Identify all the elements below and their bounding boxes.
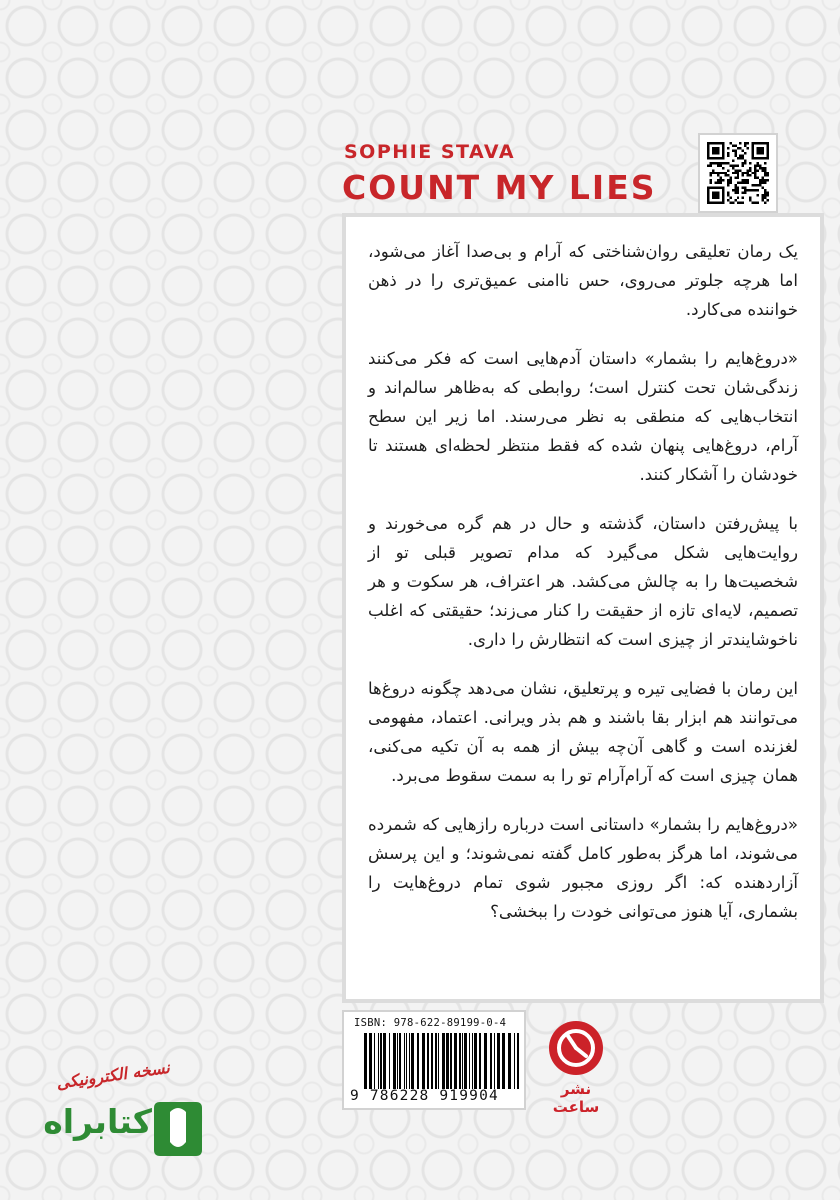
barcode-digits: 9 786228 919904 (350, 1088, 499, 1104)
ketabrah-name: کتابراه (43, 1102, 152, 1141)
blurb-paragraph-1: یک رمان تعلیقی روان‌شناختی که آرام و بی‌صدا آغاز می‌شود، اما هرچه جلوتر می‌روی، حس ناامنی عمیق‌تری را در ذهن خواننده می‌کارد. (368, 242, 798, 319)
author-name: SOPHIE STAVA (344, 141, 516, 163)
barcode (342, 1010, 526, 1110)
clock-icon (548, 1020, 604, 1076)
blurb-paragraph-5: «دروغ‌هایم را بشمار» داستانی است درباره رازهایی که شمرده می‌شوند، اما هرگز به‌طور کامل گفته نمی‌شوند؛ و این پرسش آزاردهنده که: اگر روزی مجبور شوی تمام دروغ‌هایت را بشماری، آیا هنوز می‌توانی خودت را ببخشی؟ (368, 815, 798, 921)
book-title: COUNT MY LIES (342, 168, 657, 207)
ketabrah-sub-label: نسخه الکترونیکی (55, 1057, 171, 1093)
publisher-name: نشر ساعت (552, 1080, 600, 1116)
barcode-bars (364, 1033, 519, 1089)
bookmark-icon (148, 1098, 208, 1160)
blurb-paragraph-2: «دروغ‌هایم را بشمار» داستان آدم‌هایی است که فکر می‌کنند زندگی‌شان تحت کنترل است؛ روابطی که به‌ظاهر سالم‌اند و انتخاب‌هایی که منطقی به نظر می‌رسند. اما زیر این سطح آرام، دروغ‌هایی پنهان شده که فقط منتظر لحظه‌ای هستند تا خودشان را آشکار کنند. (368, 349, 798, 484)
blurb-paragraph-4: این رمان با فضایی تیره و پرتعلیق، نشان می‌دهد چگونه دروغ‌ها می‌توانند هم ابزار بقا باشند و هم بذر ویرانی. اعتماد، مفهومی لغزنده است و گاهی آن‌چه بیش از همه به آن تکیه می‌کنی، همان چیزی است که آرام‌آرام تو را به سمت سقوط می‌برد. (368, 679, 798, 785)
qr-code (698, 133, 778, 213)
qr-code-icon (707, 142, 769, 204)
isbn-label: ISBN: 978-622-89199-0-4 (354, 1017, 507, 1029)
blurb-paragraph-3: با پیش‌رفتن داستان، گذشته و حال در هم گره می‌خورند و روایت‌هایی شکل می‌گیرد که مدام تصویر قبلی تو از شخصیت‌ها را به چالش می‌کشد. هر اعتراف، هر سکوت و هر تصمیم، لایه‌ای تازه از حقیقت را کنار می‌زند؛ حقیقتی که اغلب ناخوشایندتر از چیزی است که انتظارش را داری. (368, 514, 798, 649)
blurb-panel (342, 213, 824, 1003)
